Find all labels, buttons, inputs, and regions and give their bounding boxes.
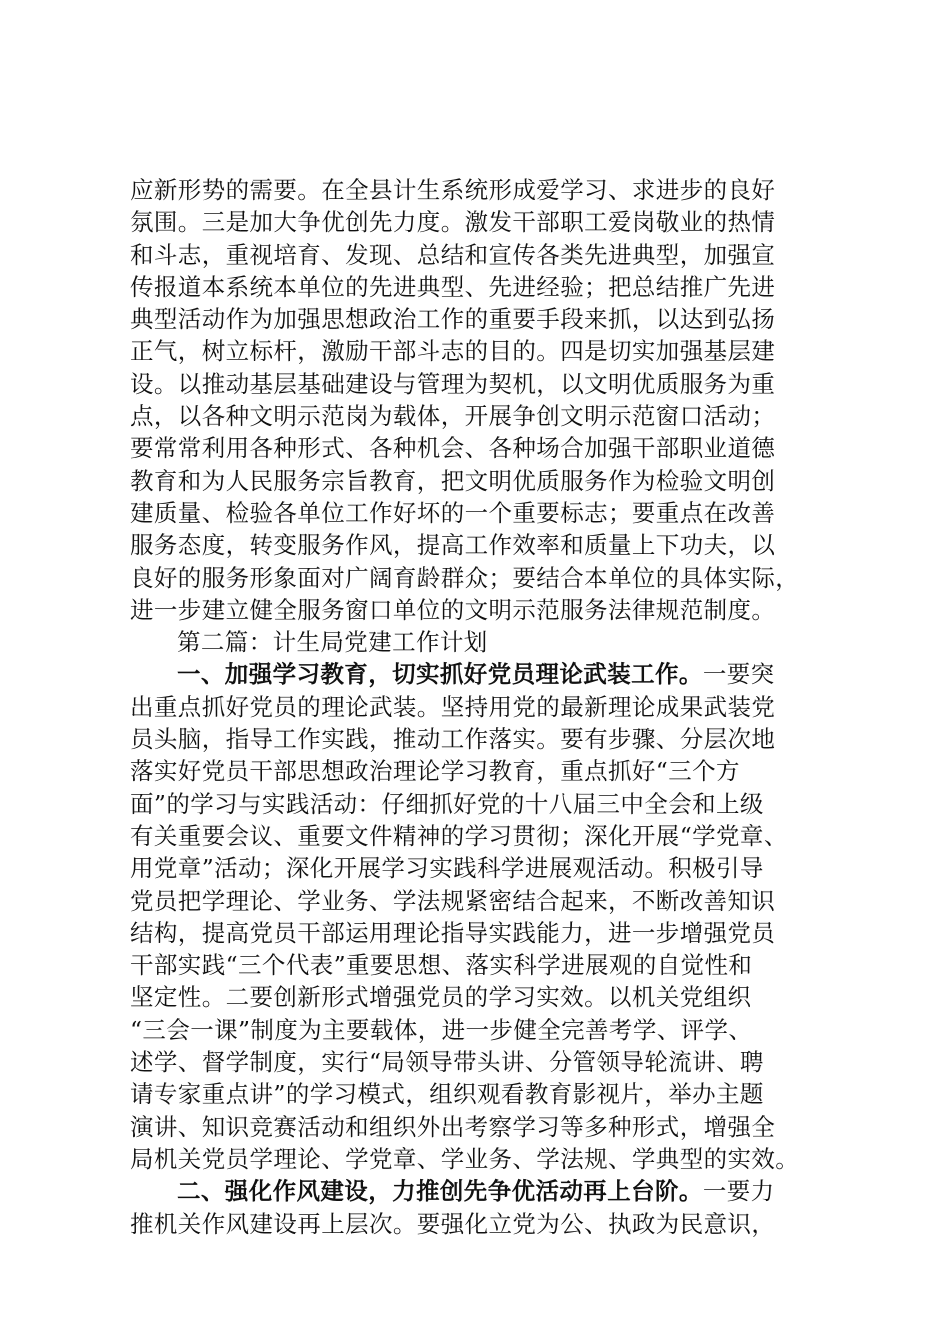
body-line: 设。以推动基层基础建设与管理为契机，以文明优质服务为重 [130, 369, 776, 398]
paragraph-2-heading: 二、强化作风建设，力推创先争优活动再上台阶。 [177, 1177, 703, 1206]
body-line: 党员把学理论、学业务、学法规紧密结合起来，不断改善知识 [130, 886, 776, 915]
body-line: 干部实践“三个代表”重要思想、落实科学进展观的自觉性和 [130, 951, 753, 980]
body-line: 推机关作风建设再上层次。要强化立党为公、执政为民意识， [130, 1209, 776, 1238]
body-line: 传报道本系统本单位的先进典型、先进经验；把总结推广先进 [130, 272, 776, 301]
body-line: 局机关党员学理论、学党章、学业务、学法规、学典型的实效。 [130, 1144, 800, 1173]
body-line: “三会一课”制度为主要载体，进一步健全完善考学、评学、 [130, 1015, 753, 1044]
section-title: 第二篇：计生局党建工作计划 [177, 628, 488, 657]
body-line: 氛围。三是加大争优创先力度。激发干部职工爱岗敬业的热情 [130, 208, 776, 237]
body-line: 用党章”活动；深化开展学习实践科学进展观活动。积极引导 [130, 854, 764, 883]
body-line: 教育和为人民服务宗旨教育，把文明优质服务作为检验文明创 [130, 466, 776, 495]
body-line: 出重点抓好党员的理论武装。坚持用党的最新理论成果武装党 [130, 692, 776, 721]
body-line: 员头脑，指导工作实践，推动工作落实。要有步骤、分层次地 [130, 725, 776, 754]
body-line: 点，以各种文明示范岗为载体，开展争创文明示范窗口活动； [130, 402, 776, 431]
paragraph-1-lead: 一要突 [702, 660, 775, 689]
body-line: 应新形势的需要。在全县计生系统形成爱学习、求进步的良好 [130, 176, 776, 204]
paragraph-2-first-line [130, 1175, 830, 1207]
body-line: 演讲、知识竞赛活动和组织外出考察学习等多种形式，增强全 [130, 1112, 776, 1141]
body-line: 落实好党员干部思想政治理论学习教育，重点抓好“三个方 [130, 757, 740, 786]
body-line: 和斗志，重视培育、发现、总结和宣传各类先进典型，加强宣 [130, 240, 776, 269]
body-line: 建质量、检验各单位工作好坏的一个重要标志；要重点在改善 [130, 498, 776, 527]
document-body [130, 174, 830, 1240]
body-line: 要常常利用各种形式、各种机会、各种场合加强干部职业道德 [130, 434, 776, 463]
paragraph-2-lead: 一要力 [702, 1177, 775, 1206]
body-line: 述学、督学制度，实行“局领导带头讲、分管领导轮流讲、聘 [130, 1048, 764, 1077]
body-line: 典型活动作为加强思想政治工作的重要手段来抓，以达到弘扬 [130, 305, 776, 334]
body-line: 良好的服务形象面对广阔育龄群众；要结合本单位的具体实际， [130, 563, 800, 592]
body-line: 有关重要会议、重要文件精神的学习贯彻；深化开展“学党章、 [130, 821, 788, 850]
body-line: 面”的学习与实践活动：仔细抓好党的十八届三中全会和上级 [130, 789, 764, 818]
body-line: 请专家重点讲”的学习模式，组织观看教育影视片，举办主题 [130, 1080, 764, 1109]
body-line: 结构，提高党员干部运用理论指导实践能力，进一步增强党员 [130, 918, 776, 947]
body-line: 坚定性。二要创新形式增强党员的学习实效。以机关党组织 [130, 983, 752, 1012]
body-line: 进一步建立健全服务窗口单位的文明示范服务法律规范制度。 [130, 595, 776, 624]
paragraph-1-first-line [130, 658, 830, 690]
paragraph-1-heading: 一、加强学习教育，切实抓好党员理论武装工作。 [177, 660, 703, 689]
body-line: 服务态度，转变服务作风，提高工作效率和质量上下功夫，以 [130, 531, 776, 560]
body-line: 正气，树立标杆，激励干部斗志的目的。四是切实加强基层建 [130, 337, 776, 366]
